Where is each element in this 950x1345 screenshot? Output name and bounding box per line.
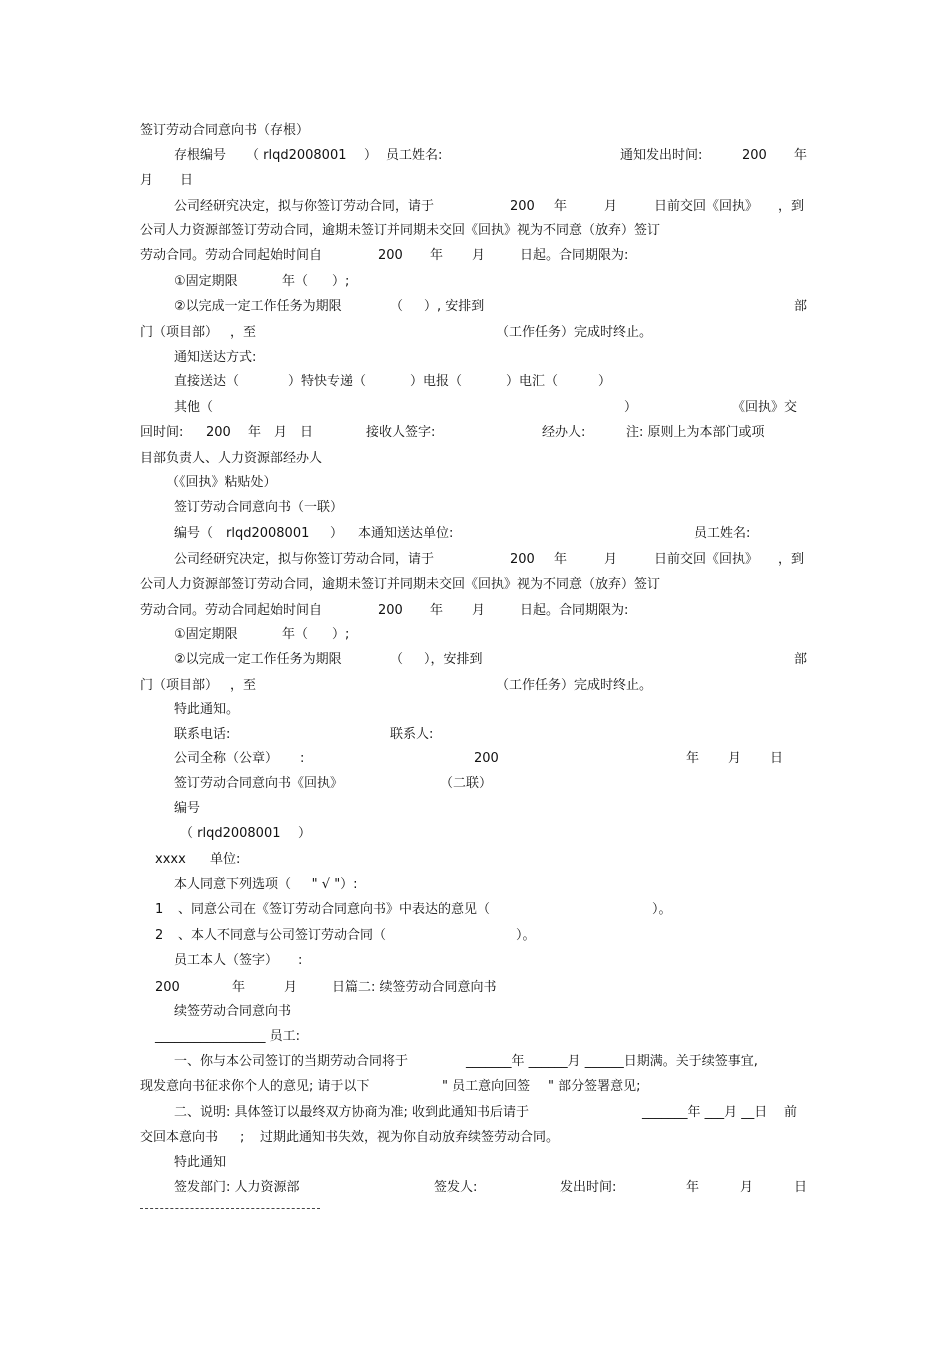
employee-name-label: 员工姓名:	[694, 526, 751, 541]
para-text: 现发意向书征求你个人的意见; 请于以下	[140, 1079, 370, 1094]
month-label: 月	[604, 199, 618, 214]
para-text: ;	[240, 1130, 245, 1145]
dept-label: 部	[794, 652, 808, 667]
paren-close: ）	[364, 148, 378, 163]
year-prefix: 200	[378, 248, 403, 263]
option-agree: 、同意公司在《签订劳动合同意向书》中表达的意见（	[178, 902, 491, 917]
year-prefix: 200	[742, 148, 767, 163]
para-text: 公司经研究决定，拟与你签订劳动合同，请于	[174, 552, 435, 567]
expiry-date-blank: _______年 ______月 ______日期满。关于续签事宜,	[466, 1054, 758, 1069]
phone-label: 联系电话:	[174, 727, 231, 742]
fixed-term-label: ①固定期限	[174, 627, 238, 642]
colon: :	[300, 751, 305, 766]
year-label: 年	[554, 199, 568, 214]
paren-close: ）	[330, 526, 344, 541]
para-text: ，到	[778, 552, 805, 567]
renewal-title: 续签劳动合同意向书	[174, 1004, 292, 1019]
month-label: 月	[284, 980, 298, 995]
day-and-part2-title: 日篇二: 续签劳动合同意向书	[332, 980, 497, 995]
fixed-term-label: ①固定期限	[174, 274, 238, 289]
fixed-term-years: 年（	[282, 627, 309, 642]
task-term-label: ②以完成一定工作任务为期限	[174, 299, 342, 314]
para-text: 前	[784, 1105, 798, 1120]
year-label: 年	[430, 248, 444, 263]
dashed-divider	[140, 1208, 320, 1209]
dept-label: 部	[794, 299, 808, 314]
unit-label: 单位:	[210, 852, 241, 867]
task-complete-label: （工作任务）完成时终止。	[496, 678, 653, 693]
day-label: 日	[300, 425, 314, 440]
year-label: 年	[686, 751, 700, 766]
year-prefix: 200	[378, 603, 403, 618]
para-text: " 部分签署意见;	[548, 1079, 641, 1094]
para-text: 公司经研究决定，拟与你签订劳动合同，请于	[174, 199, 435, 214]
year-prefix: 200	[510, 199, 535, 214]
para-text: 日前交回《回执》	[654, 552, 759, 567]
paren-open: （	[390, 299, 404, 314]
number-label: 编号	[174, 801, 201, 816]
year-label: 年	[794, 148, 808, 163]
agree-options-label: 本人同意下列选项（ " √ "）:	[174, 877, 358, 892]
project-dept-label: 门（项目部）	[140, 678, 219, 693]
company-name-label: 公司全称（公章）	[174, 751, 279, 766]
return-date-blank: _______年 ___月 __日	[642, 1105, 768, 1120]
month-label: 月	[472, 248, 486, 263]
para-text: 公司人力资源部签订劳动合同，逾期未签订并同期未交回《回执》视为不同意（放弃）签订	[140, 577, 661, 592]
receiver-sign-label: 接收人签字:	[366, 425, 436, 440]
colon: :	[298, 953, 303, 968]
return-time-label: 回时间:	[140, 425, 184, 440]
assign-label: ），安排到	[424, 652, 483, 667]
fixed-term-close: ）;	[332, 627, 350, 642]
delivery-other: 其他（	[174, 400, 214, 415]
year-prefix: 200	[155, 980, 180, 995]
until-label: ，至	[230, 325, 257, 340]
month-label: 月	[728, 751, 742, 766]
year-prefix: 200	[510, 552, 535, 567]
para-text: 日起。合同期限为:	[520, 603, 629, 618]
option-disagree: 、本人不同意与公司签订劳动合同（	[178, 928, 387, 943]
fixed-term-years: 年（	[282, 274, 309, 289]
delivery-telegram: ）电报（	[410, 374, 463, 389]
notice-time-label: 通知发出时间:	[620, 148, 703, 163]
year-label: 年	[554, 552, 568, 567]
option-number: 2	[155, 928, 164, 943]
month-label: 月	[740, 1180, 754, 1195]
paren-close: ）。	[516, 928, 536, 943]
number-label: 编号（	[174, 526, 214, 541]
project-dept-label: 门（项目部）	[140, 325, 219, 340]
receipt-copy-label: （二联）	[440, 776, 493, 791]
copy1-title: 签订劳动合同意向书（一联）	[174, 500, 344, 515]
assign-label: ）, 安排到	[424, 299, 485, 314]
stub-number-value: （ rlqd2008001	[246, 148, 347, 163]
month-label: 月	[472, 603, 486, 618]
unit-placeholder: xxxx	[155, 852, 186, 867]
reply-section-label: " 员工意向回签	[442, 1079, 531, 1094]
receipt-return-label: 《回执》交	[732, 400, 798, 415]
day-label: 日	[794, 1180, 808, 1195]
delivery-method-label: 通知送达方式:	[174, 350, 257, 365]
note-text: 目部负责人、人力资源部经办人	[140, 451, 323, 466]
para-text: ，到	[778, 199, 805, 214]
delivery-express: ）特快专递（	[288, 374, 367, 389]
para-text: 日起。合同期限为:	[520, 248, 629, 263]
option-number: 1	[155, 902, 164, 917]
issuing-dept: 签发部门: 人力资源部	[174, 1180, 300, 1195]
recipient-unit-label: 本通知送达单位:	[358, 526, 454, 541]
issuer-label: 签发人:	[434, 1180, 478, 1195]
para-text: 劳动合同。劳动合同起始时间自	[140, 603, 323, 618]
note-text: 注: 原则上为本部门或项	[626, 425, 765, 440]
day-label: 日	[770, 751, 784, 766]
para-text: 劳动合同。劳动合同起始时间自	[140, 248, 323, 263]
employee-blank: _________________ 员工:	[155, 1029, 301, 1044]
month-label: 月	[604, 552, 618, 567]
delivery-direct: 直接送达（	[174, 374, 240, 389]
fixed-term-close: ）;	[332, 274, 350, 289]
month-label: 月	[274, 425, 288, 440]
receipt-paste-label: （《回执》粘贴处）	[166, 475, 277, 490]
handler-label: 经办人:	[542, 425, 586, 440]
para-text: 过期此通知书失效，视为你自动放弃续签劳动合同。	[260, 1130, 560, 1145]
para-text: 二、说明: 具体签订以最终双方协商为准; 收到此通知书后请于	[174, 1105, 530, 1120]
employee-name-label: 员工姓名:	[386, 148, 443, 163]
day-label: 日	[180, 173, 194, 188]
number-value: rlqd2008001	[226, 526, 310, 541]
issue-time-label: 发出时间:	[560, 1180, 617, 1195]
number-value: （ rlqd2008001	[180, 826, 281, 841]
paren-close: ）	[598, 374, 612, 389]
paren-close: ）	[298, 826, 312, 841]
notice-text: 特此通知	[174, 1155, 227, 1170]
month-label: 月	[140, 173, 154, 188]
until-label: ，至	[230, 678, 257, 693]
para-text: 交回本意向书	[140, 1130, 219, 1145]
year-label: 年	[248, 425, 262, 440]
employee-sign-label: 员工本人（签字）	[174, 953, 279, 968]
para-text: 公司人力资源部签订劳动合同，逾期未签订并同期未交回《回执》视为不同意（放弃）签订	[140, 223, 661, 238]
stub-title: 签订劳动合同意向书（存根）	[140, 123, 310, 138]
year-label: 年	[686, 1180, 700, 1195]
para-text: 一、你与本公司签订的当期劳动合同将于	[174, 1054, 409, 1069]
year-prefix: 200	[206, 425, 231, 440]
task-term-label: ②以完成一定工作任务为期限	[174, 652, 342, 667]
paren-close: ）。	[652, 902, 672, 917]
year-label: 年	[232, 980, 246, 995]
para-text: 日前交回《回执》	[654, 199, 759, 214]
year-prefix: 200	[474, 751, 499, 766]
delivery-wire: ）电汇（	[506, 374, 559, 389]
stub-number-label: 存根编号	[174, 148, 227, 163]
paren-open: （	[390, 652, 404, 667]
paren-close: ）	[624, 400, 638, 415]
contact-label: 联系人:	[390, 727, 434, 742]
task-complete-label: （工作任务）完成时终止。	[496, 325, 653, 340]
receipt-title: 签订劳动合同意向书《回执》	[174, 776, 344, 791]
year-label: 年	[430, 603, 444, 618]
notice-text: 特此通知。	[174, 702, 240, 717]
